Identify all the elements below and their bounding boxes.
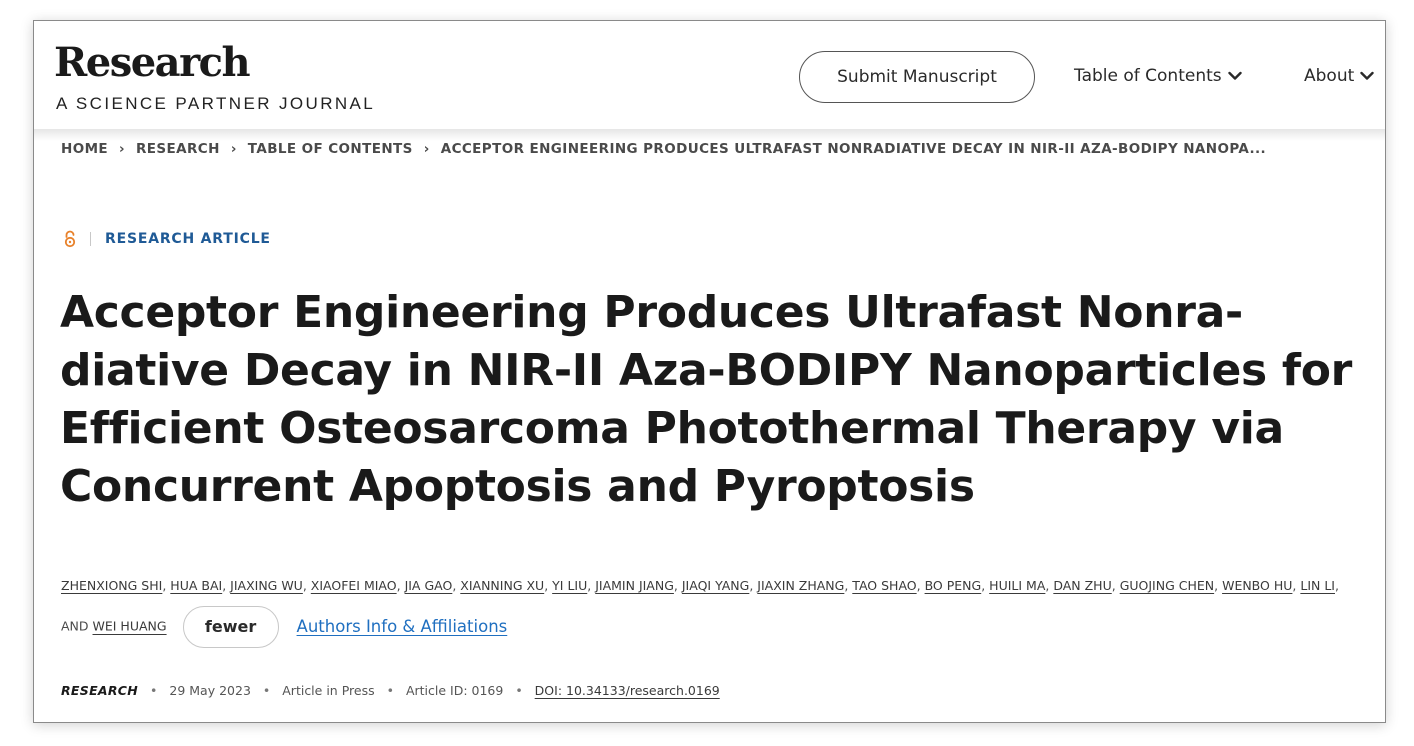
article-title: Acceptor Engineering Produces Ultrafast Nonra-diative Decay in NIR-II Aza-BODIPY Nanoparticles for Efficient Osteosarcoma Photothermal Therapy via Concurrent Apoptosis and Pyroptosis — [60, 287, 1353, 512]
author-separator: , — [302, 578, 311, 593]
nav-about-label: About — [1304, 66, 1355, 86]
author-separator: , — [162, 578, 171, 593]
site-header — [34, 21, 1385, 129]
article-type-row — [64, 229, 271, 249]
type-divider — [90, 232, 91, 246]
meta-separator: • — [386, 683, 394, 698]
author-separator: , — [544, 578, 553, 593]
chevron-right-icon: › — [423, 141, 430, 157]
breadcrumb — [34, 129, 1385, 169]
author-separator: , — [396, 578, 405, 593]
nav-about[interactable] — [1304, 66, 1374, 86]
author-link[interactable]: GUOJING CHEN — [1119, 578, 1215, 593]
author-link[interactable]: JIAXING WU — [230, 578, 303, 593]
journal-logo[interactable]: Research — [54, 39, 250, 86]
chevron-right-icon: › — [119, 141, 125, 157]
breadcrumb-home[interactable]: HOME — [61, 141, 109, 157]
breadcrumb-research[interactable]: RESEARCH — [136, 141, 220, 157]
meta-separator: • — [515, 683, 523, 698]
chevron-down-icon — [1360, 71, 1374, 81]
author-separator: , — [916, 578, 925, 593]
author-separator: , — [1292, 578, 1301, 593]
author-separator: , — [587, 578, 596, 593]
authors-and-text: , AND — [61, 578, 1339, 634]
authors-info-affiliations-link[interactable]: Authors Info & Affiliations — [296, 617, 508, 636]
meta-separator: • — [262, 683, 271, 698]
author-link[interactable]: LIN LI — [1300, 578, 1335, 593]
author-link[interactable]: HUA BAI — [170, 578, 223, 593]
author-link[interactable]: DAN ZHU — [1053, 578, 1112, 593]
author-link[interactable]: JIAXIN ZHANG — [757, 578, 845, 593]
author-separator: , — [1111, 578, 1120, 593]
author-link[interactable]: BO PENG — [924, 578, 982, 593]
author-separator: , — [1214, 578, 1223, 593]
author-separator: , — [673, 578, 682, 593]
chevron-right-icon: › — [230, 141, 237, 157]
article-meta — [61, 683, 720, 698]
author-link[interactable]: ZHENXIONG SHI — [61, 578, 163, 593]
author-link[interactable]: TAO SHAO — [852, 578, 917, 593]
author-link[interactable]: XIAOFEI MIAO — [310, 578, 397, 593]
author-link[interactable]: WEI HUANG — [92, 618, 167, 634]
breadcrumb-current-article: ACCEPTOR ENGINEERING PRODUCES ULTRAFAST NONRADIATIVE DECAY IN NIR-II AZA-BODIPY NANOPA... — [440, 141, 1267, 157]
author-separator: , — [222, 578, 231, 593]
author-link[interactable]: JIAQI YANG — [681, 578, 750, 593]
meta-date: 29 May 2023 — [169, 683, 251, 698]
fewer-authors-button[interactable]: fewer — [183, 606, 279, 648]
author-link[interactable]: XIANNING XU — [460, 578, 545, 593]
author-separator: , — [749, 578, 758, 593]
author-list — [61, 566, 1361, 648]
author-link[interactable]: YI LIU — [552, 578, 588, 593]
page-frame — [33, 20, 1386, 723]
breadcrumb-table-of-contents[interactable]: TABLE OF CONTENTS — [247, 141, 413, 157]
author-link[interactable]: WENBO HU — [1222, 578, 1293, 593]
meta-journal: RESEARCH — [61, 683, 139, 698]
open-access-icon — [64, 230, 76, 248]
chevron-down-icon — [1228, 71, 1242, 81]
author-link[interactable]: HUILI MA — [989, 578, 1046, 593]
nav-table-of-contents[interactable] — [1074, 66, 1242, 86]
journal-tagline: A SCIENCE PARTNER JOURNAL — [56, 94, 376, 113]
author-link[interactable]: JIAMIN JIANG — [595, 578, 674, 593]
doi-link[interactable]: DOI: 10.34133/research.0169 — [534, 683, 720, 698]
author-link[interactable]: JIA GAO — [404, 578, 453, 593]
meta-separator: • — [150, 683, 158, 698]
author-separator: , — [981, 578, 990, 593]
author-separator: , — [452, 578, 461, 593]
meta-article-id: Article ID: 0169 — [405, 683, 504, 698]
submit-manuscript-button[interactable]: Submit Manuscript — [799, 51, 1035, 103]
meta-status: Article in Press — [282, 683, 375, 698]
nav-toc-label: Table of Contents — [1074, 66, 1222, 86]
article-type-label: RESEARCH ARTICLE — [105, 231, 271, 247]
author-separator: , — [1045, 578, 1054, 593]
author-separator: , — [844, 578, 853, 593]
